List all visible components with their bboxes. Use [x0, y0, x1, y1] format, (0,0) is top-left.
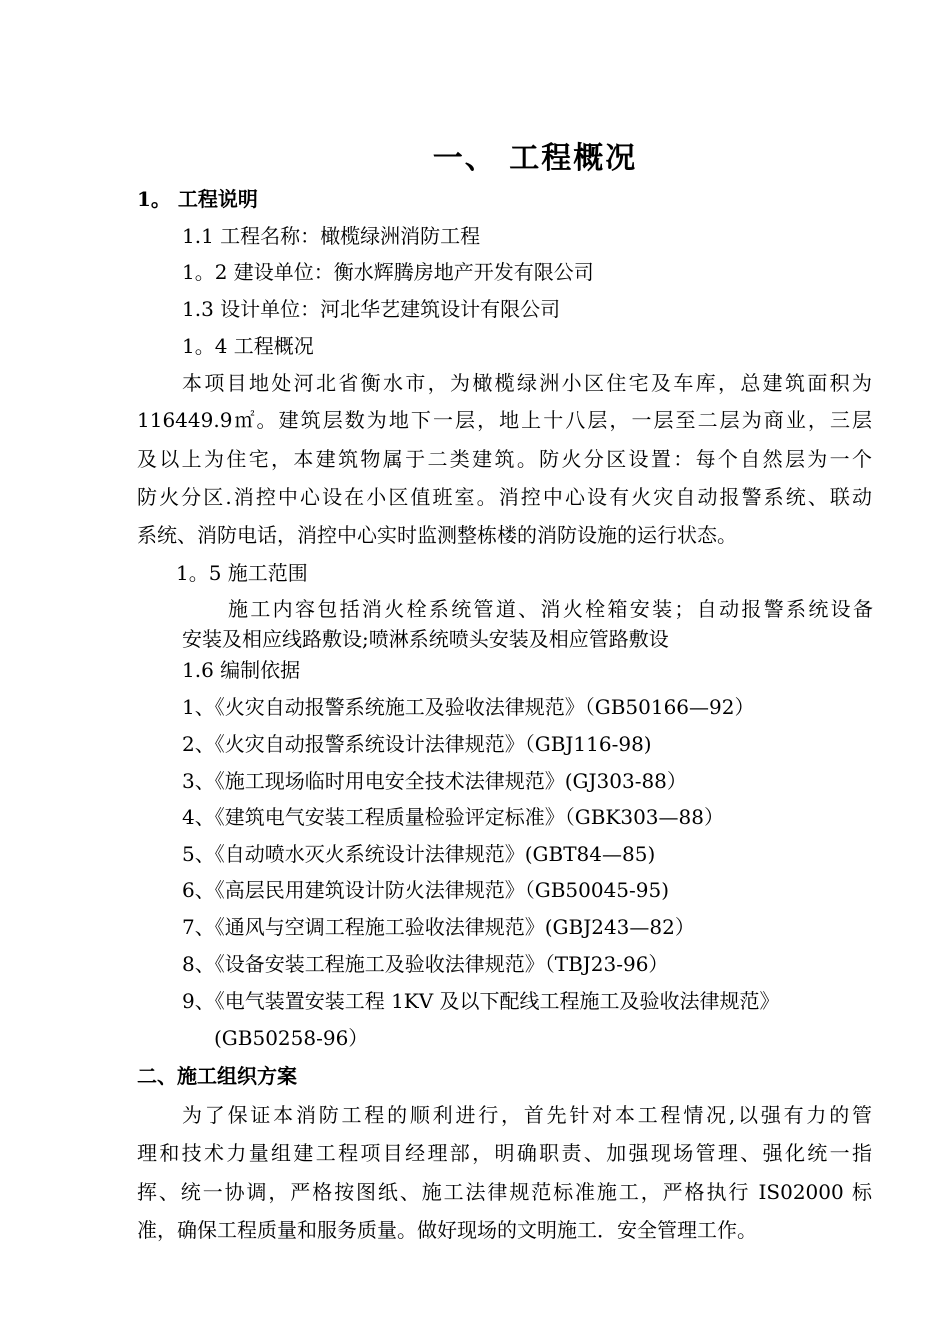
basis-item: 9、《电气装置安装工程 1KV 及以下配线工程施工及验收法律规范》 [182, 989, 780, 1013]
page-title: 一、 工程概况 [432, 141, 638, 176]
basis-item: 7、《通风与空调工程施工验收法律规范》(GBJ243—82） [182, 915, 695, 939]
basis-item: 1、《火灾自动报警系统施工及验收法律规范》（GB50166—92） [182, 695, 755, 719]
section-1-heading: 1。 工程说明 [137, 187, 258, 211]
overview-paragraph-line: 系统、消防电话，消控中心实时监测整栋楼的消防设施的运行状态。 [137, 523, 737, 547]
overview-paragraph-line: 及以上为住宅，本建筑物属于二类建筑。防火分区设置：每个自然层为一个 [137, 447, 872, 471]
overview-paragraph-line: 防火分区.消控中心设在小区值班室。消控中心设有火灾自动报警系统、联动 [137, 485, 872, 509]
org-paragraph-line: 准，确保工程质量和服务质量。做好现场的文明施工．安全管理工作。 [137, 1218, 757, 1242]
basis-item: 4、《建筑电气安装工程质量检验评定标准》（GBK303—88） [182, 805, 724, 829]
overview-paragraph-line: 116449.9㎡。建筑层数为地下一层，地上十八层，一层至二层为商业，三层 [137, 408, 872, 432]
overview-paragraph-line: 本项目地处河北省衡水市，为橄榄绿洲小区住宅及车库，总建筑面积为 [182, 371, 872, 395]
design-unit: 1.3 设计单位：河北华艺建筑设计有限公司 [182, 297, 561, 321]
org-paragraph-line: 挥、统一协调，严格按图纸、施工法律规范标准施工，严格执行 IS02000 标 [137, 1180, 872, 1204]
section-2-heading: 二、施工组织方案 [137, 1064, 297, 1088]
org-paragraph-line: 理和技术力量组建工程项目经理部，明确职责、加强现场管理、强化统一指 [137, 1141, 872, 1165]
scope-paragraph-line: 安装及相应线路敷设;喷淋系统喷头安装及相应管路敷设 [182, 627, 669, 651]
overview-heading: 1。4 工程概况 [182, 334, 314, 358]
scope-paragraph-line: 施工内容包括消火栓系统管道、消火栓箱安装；自动报警系统设备 [228, 597, 873, 621]
basis-item: 2、《火灾自动报警系统设计法律规范》（GBJ116-98) [182, 732, 652, 756]
basis-item: 5、《自动喷水灭火系统设计法律规范》(GBT84—85) [182, 842, 656, 866]
basis-heading: 1.6 编制依据 [182, 658, 301, 682]
basis-item: 3、《施工现场临时用电安全技术法律规范》(GJ303-88） [182, 769, 687, 793]
construction-unit: 1。2 建设单位：衡水辉腾房地产开发有限公司 [182, 260, 594, 284]
project-name: 1.1 工程名称：橄榄绿洲消防工程 [182, 224, 481, 248]
basis-item-continuation: (GB50258-96） [214, 1026, 369, 1050]
basis-item: 8、《设备安装工程施工及验收法律规范》（TBJ23-96） [182, 952, 669, 976]
basis-item: 6、《高层民用建筑设计防火法律规范》（GB50045-95) [182, 878, 670, 902]
scope-heading: 1。5 施工范围 [176, 561, 308, 585]
org-paragraph-line: 为了保证本消防工程的顺利进行，首先针对本工程情况,以强有力的管 [182, 1103, 872, 1127]
